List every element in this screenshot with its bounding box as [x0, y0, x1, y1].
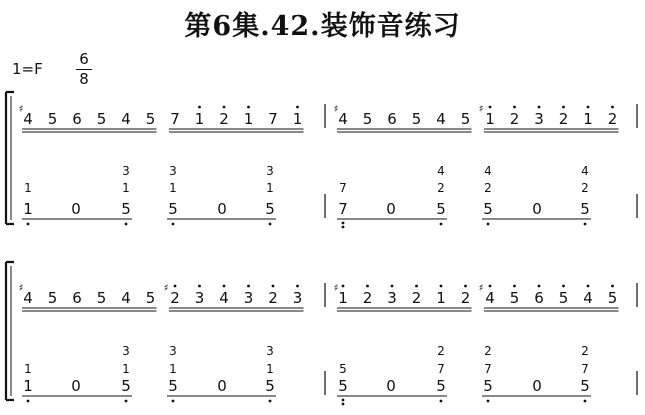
octave-dot-low	[172, 400, 175, 403]
octave-dot-high	[562, 285, 565, 288]
chord-note: 4	[581, 164, 589, 178]
treble-note: 5	[96, 289, 107, 307]
bass-note: 5	[580, 200, 590, 218]
treble-note: 6	[72, 110, 82, 128]
treble-note: 4	[338, 110, 348, 128]
octave-dot-high	[611, 106, 614, 109]
octave-dot-low	[342, 403, 345, 406]
treble-note: 2	[219, 110, 229, 128]
octave-dot-high	[562, 106, 565, 109]
octave-dot-high	[296, 285, 299, 288]
treble-note: 5	[47, 289, 58, 307]
bass-note: 0	[532, 200, 542, 218]
octave-dot-high	[611, 285, 614, 288]
octave-dot-high	[342, 285, 345, 288]
bass-note: 5	[168, 377, 178, 395]
treble-note: 1	[243, 110, 254, 128]
octave-dot-high	[247, 106, 250, 109]
chord-note: 3	[266, 344, 274, 358]
octave-dot-low	[342, 226, 345, 229]
octave-dot-high	[198, 106, 201, 109]
octave-dot-low	[584, 223, 587, 226]
treble-note: 3	[194, 289, 205, 307]
bass-note: 5	[483, 377, 493, 395]
chord-note: 3	[266, 164, 274, 178]
octave-dot-high	[174, 285, 177, 288]
octave-dot-low	[269, 223, 272, 226]
octave-dot-low	[440, 223, 443, 226]
treble-note: 5	[145, 289, 156, 307]
treble-note: 4	[121, 289, 131, 307]
treble-note: 2	[268, 289, 278, 307]
sharp-sign: ♯	[163, 283, 169, 294]
octave-dot-high	[587, 106, 590, 109]
octave-dot-high	[587, 285, 590, 288]
octave-dot-low	[342, 222, 345, 225]
octave-dot-high	[489, 106, 492, 109]
treble-note: 3	[534, 110, 544, 128]
chord-note: 7	[581, 362, 589, 376]
treble-note: 4	[23, 289, 33, 307]
bass-note: 0	[532, 377, 542, 395]
chord-note: 2	[581, 344, 589, 358]
chord-note: 4	[484, 164, 492, 178]
octave-dot-low	[125, 400, 128, 403]
octave-dot-high	[247, 285, 250, 288]
treble-note: 4	[583, 289, 593, 307]
octave-dot-high	[391, 285, 394, 288]
bass-note: 5	[338, 377, 348, 395]
octave-dot-low	[125, 223, 128, 226]
octave-dot-low	[487, 223, 490, 226]
chord-note: 1	[122, 362, 130, 376]
time-signature-numerator: 6	[79, 50, 89, 68]
system-bracket	[6, 262, 14, 400]
treble-note: 2	[607, 110, 618, 128]
treble-note: 1	[485, 110, 495, 128]
sharp-sign: ♯	[333, 104, 339, 115]
treble-note: 5	[411, 110, 422, 128]
treble-note: 4	[23, 110, 33, 128]
sharp-sign: ♯	[18, 104, 24, 115]
sharp-sign: ♯	[478, 283, 484, 294]
bass-note: 5	[265, 377, 275, 395]
chord-note: 3	[122, 344, 130, 358]
treble-note: 6	[534, 289, 544, 307]
octave-dot-low	[27, 223, 30, 226]
octave-dot-low	[172, 223, 175, 226]
sharp-sign: ♯	[478, 104, 484, 115]
treble-note: 4	[485, 289, 495, 307]
octave-dot-low	[342, 399, 345, 402]
octave-dot-high	[538, 285, 541, 288]
key-signature: 1=F	[12, 60, 43, 78]
bass-note: 0	[217, 200, 227, 218]
octave-dot-high	[296, 106, 299, 109]
treble-note: 2	[460, 289, 471, 307]
chord-note: 4	[437, 164, 445, 178]
treble-note: 1	[338, 289, 348, 307]
octave-dot-high	[489, 285, 492, 288]
octave-dot-low	[584, 400, 587, 403]
treble-note: 1	[436, 289, 446, 307]
octave-dot-high	[198, 285, 201, 288]
system-bracket	[6, 92, 14, 224]
octave-dot-high	[223, 106, 226, 109]
treble-note: 5	[509, 289, 520, 307]
chord-note: 1	[266, 362, 274, 376]
bass-note: 5	[168, 200, 178, 218]
chord-note: 1	[169, 181, 177, 195]
octave-dot-high	[366, 285, 369, 288]
treble-note: 5	[558, 289, 569, 307]
octave-dot-high	[272, 285, 275, 288]
treble-note: 5	[47, 110, 58, 128]
chord-note: 2	[581, 181, 589, 195]
bass-note: 1	[23, 200, 33, 218]
treble-note: 2	[509, 110, 520, 128]
bass-note: 5	[483, 200, 493, 218]
chord-note: 2	[437, 181, 445, 195]
bass-note: 5	[580, 377, 590, 395]
treble-note: 3	[387, 289, 397, 307]
octave-dot-low	[27, 400, 30, 403]
treble-note: 5	[145, 110, 156, 128]
bass-note: 0	[71, 200, 81, 218]
treble-note: 6	[72, 289, 82, 307]
octave-dot-high	[415, 285, 418, 288]
treble-note: 5	[460, 110, 471, 128]
treble-note: 5	[362, 110, 373, 128]
chord-note: 2	[437, 344, 445, 358]
bass-note: 5	[436, 200, 446, 218]
bass-note: 5	[265, 200, 275, 218]
bass-note: 1	[23, 377, 33, 395]
bass-note: 0	[71, 377, 81, 395]
chord-note: 7	[437, 362, 445, 376]
sharp-sign: ♯	[333, 283, 339, 294]
octave-dot-low	[487, 400, 490, 403]
chord-note: 1	[24, 362, 32, 376]
treble-note: 1	[292, 110, 303, 128]
octave-dot-high	[464, 285, 467, 288]
chord-note: 7	[339, 181, 347, 195]
octave-dot-high	[223, 285, 226, 288]
treble-note: 1	[583, 110, 593, 128]
bass-note: 5	[121, 200, 131, 218]
chord-note: 1	[24, 181, 32, 195]
octave-dot-low	[440, 400, 443, 403]
page-title: 第6集.42.装饰音练习	[184, 11, 461, 42]
bass-note: 5	[436, 377, 446, 395]
octave-dot-low	[269, 400, 272, 403]
bass-note: 0	[217, 377, 227, 395]
treble-note: 4	[436, 110, 446, 128]
chord-note: 1	[169, 362, 177, 376]
octave-dot-high	[538, 106, 541, 109]
treble-note: 7	[268, 110, 278, 128]
treble-note: 1	[194, 110, 205, 128]
chord-note: 1	[122, 181, 130, 195]
bass-note: 0	[386, 200, 396, 218]
treble-note: 3	[292, 289, 303, 307]
chord-note: 1	[266, 181, 274, 195]
treble-note: 6	[387, 110, 397, 128]
treble-note: 2	[362, 289, 373, 307]
sharp-sign: ♯	[18, 283, 24, 294]
chord-note: 2	[484, 181, 492, 195]
treble-note: 4	[121, 110, 131, 128]
chord-note: 3	[169, 344, 177, 358]
time-signature-denominator: 8	[79, 70, 89, 88]
treble-note: 5	[96, 110, 107, 128]
octave-dot-high	[513, 106, 516, 109]
chord-note: 3	[169, 164, 177, 178]
octave-dot-high	[513, 285, 516, 288]
chord-note: 3	[122, 164, 130, 178]
treble-note: 4	[219, 289, 229, 307]
treble-note: 2	[411, 289, 422, 307]
bass-note: 5	[121, 377, 131, 395]
octave-dot-high	[440, 285, 443, 288]
chord-note: 7	[484, 362, 492, 376]
chord-note: 5	[339, 362, 347, 376]
treble-note: 5	[607, 289, 618, 307]
chord-note: 2	[484, 344, 492, 358]
treble-note: 7	[170, 110, 180, 128]
treble-note: 2	[170, 289, 180, 307]
bass-note: 0	[386, 377, 396, 395]
treble-note: 3	[243, 289, 254, 307]
treble-note: 2	[558, 110, 569, 128]
bass-note: 7	[338, 200, 348, 218]
